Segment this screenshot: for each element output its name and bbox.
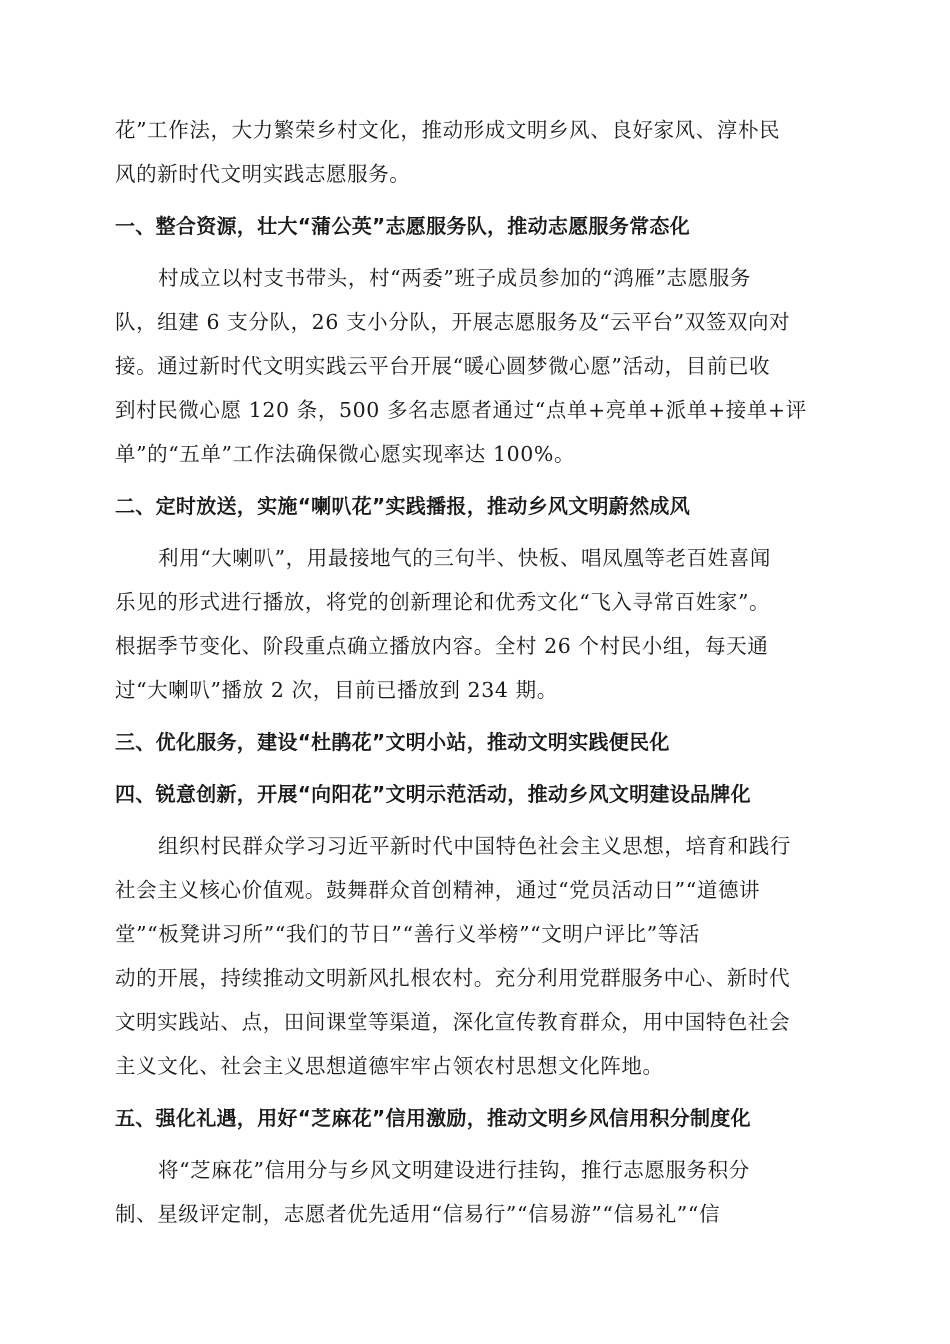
body-text-line: 制、星级评定制，志愿者优先适用“信易行”“信易游”“信易礼”“信 xyxy=(115,1202,721,1226)
body-text-line: 利用“大喇叭”，用最接地气的三句半、快板、唱凤凰等老百姓喜闻 xyxy=(158,546,771,570)
section-heading-5: 五、强化礼遇，用好“芝麻花”信用激励，推动文明乡风信用积分制度化 xyxy=(115,1106,751,1130)
body-text-line: 堂”“板凳讲习所”“我们的节日”“善行义举榜”“文明户评比”等活 xyxy=(115,922,701,946)
body-text-line: 接。通过新时代文明实践云平台开展“暖心圆梦微心愿”活动，目前已收 xyxy=(115,354,771,378)
body-text-line: 到村民微心愿 120 条，500 多名志愿者通过“点单+亮单+派单+接单+评 xyxy=(115,398,807,422)
body-text-line: 村成立以村支书带头，村“两委”班子成员参加的“鸿雁”志愿服务 xyxy=(158,266,751,290)
section-heading-2: 二、定时放送，实施“喇叭花”实践播报，推动乡风文明蔚然成风 xyxy=(115,494,690,518)
body-text-line: 花”工作法，大力繁荣乡村文化，推动形成文明乡风、良好家风、淳朴民 xyxy=(115,118,781,142)
body-text-line: 过“大喇叭”播放 2 次，目前已播放到 234 期。 xyxy=(115,678,558,702)
body-text-line: 将“芝麻花”信用分与乡风文明建设进行挂钩，推行志愿服务积分 xyxy=(158,1158,750,1182)
body-text-line: 根据季节变化、阶段重点确立播放内容。全村 26 个村民小组，每天通 xyxy=(115,634,769,658)
section-heading-4: 四、锐意创新，开展“向阳花”文明示范活动，推动乡风文明建设品牌化 xyxy=(115,782,751,806)
section-heading-3: 三、优化服务，建设“杜鹃花”文明小站，推动文明实践便民化 xyxy=(115,730,670,754)
body-text-line: 单”的“五单”工作法确保微心愿实现率达 100%。 xyxy=(115,442,576,466)
document-page xyxy=(115,108,833,1236)
body-text-line: 队，组建 6 支分队，26 支小分队，开展志愿服务及“云平台”双签双向对 xyxy=(115,310,791,334)
body-text-line: 主义文化、社会主义思想道德牢牢占领农村思想文化阵地。 xyxy=(115,1054,664,1078)
body-text-line: 动的开展，持续推动文明新风扎根农村。充分利用党群服务中心、新时代 xyxy=(115,966,791,990)
body-text-line: 风的新时代文明实践志愿服务。 xyxy=(115,162,411,186)
body-text-line: 社会主义核心价值观。鼓舞群众首创精神，通过“党员活动日”“道德讲 xyxy=(115,878,761,902)
body-text-line: 文明实践站、点，田间课堂等渠道，深化宣传教育群众，用中国特色社会 xyxy=(115,1010,791,1034)
body-text-line: 乐见的形式进行播放，将党的创新理论和优秀文化“飞入寻常百姓家”。 xyxy=(115,590,771,614)
body-text-line: 组织村民群众学习习近平新时代中国特色社会主义思想，培育和践行 xyxy=(158,834,791,858)
section-heading-1: 一、整合资源，壮大“蒲公英”志愿服务队，推动志愿服务常态化 xyxy=(115,214,690,238)
